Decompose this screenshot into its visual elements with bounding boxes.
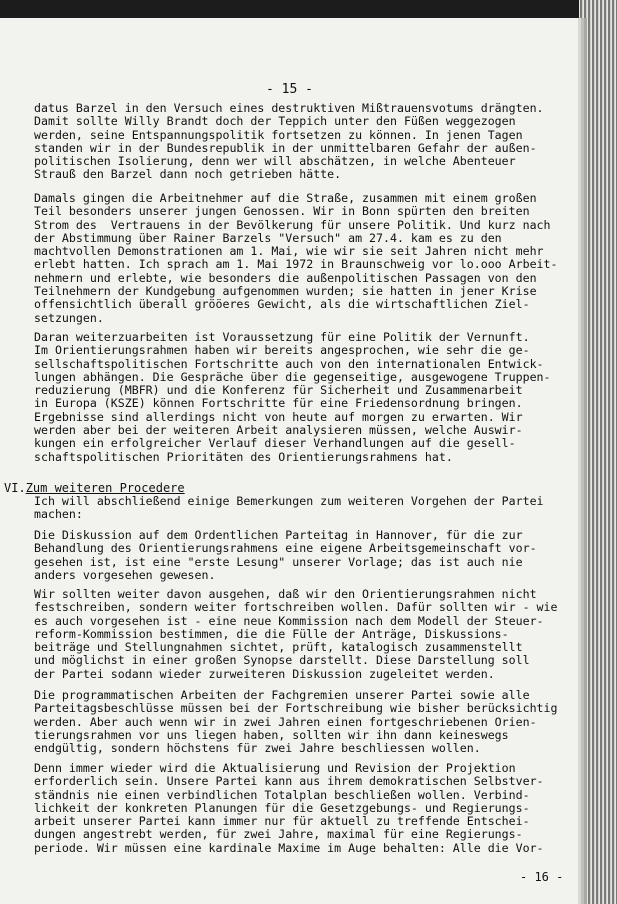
next-page-indicator: - 16 -: [520, 870, 564, 884]
section-heading-title: Zum weiteren Procedere: [25, 481, 185, 495]
paragraph-1: datus Barzel in den Versuch eines destruktiven Mißtrauensvotums drängten. Damit sollte Willy Brandt doch der Teppich unter den Füßen weggezogen werden, seine Entspannungspolitik fortsetzen zu können. In jenen Tagen standen wir in der Bundesrepublik in der unmittelbaren Gefahr der außen- politischen Isolierung, denn wer will abschätzen, in welche Abenteuer Strauß den Barzel dann noch getrieben hätte.: [34, 101, 544, 182]
stacked-page-edges: [579, 0, 617, 904]
paragraph-2: Damals gingen die Arbeitnehmer auf die Straße, zusammen mit einem großen Teil besonders unserer jungen Genossen. Wir in Bonn spürten den breiten Strom des Vertrauens in der Bevölkerung für unsere Politik. Und kurz nach der Abstimmung über Rainer Barzels "Versuch" am 27.4. kam es zu den machtvollen Demonstrationen am 1. Mai, wie wir sie seit Jahren nicht mehr erlebt hatten. Ich sprach am 1. Mai 1972 in Braunschweig vor lo.ooo Arbeit- nehmern und erlebte, wie besonders die außenpolitischen Passagen von den Teilnehmern der Kundgebung aufgenommen wurden; sie hatten in jener Krise offensichtlich überall grööeres Gewicht, als die wirtschaftlichen Ziel- setzungen.: [34, 191, 558, 325]
paragraph-8: Denn immer wieder wird die Aktualisierung und Revision der Projektion erforderlich sein. Unsere Partei kann aus ihrem demokratischen Selbstver- ständnis nie einen verbindlichen Totalplan beschließen wollen. Verbind- lichkeit der konkreten Planungen für die Gesetzgebungs- und Regierungs- arbeit unserer Partei kann immer nur für aktuell zu treffende Entschei- dungen angestrebt werden, für zwei Jahre, maximal für eine Regierungs- periode. Wir müssen eine kardinale Maxime im Auge behalten: Alle die Vor-: [34, 761, 544, 855]
paragraph-6: Wir sollten weiter davon ausgehen, daß wir den Orientierungsrahmen nicht festschreiben, sondern weiter fortschreiben wollen. Dafür sollten wir - wie es auch vorgesehen ist - eine neue Kommission nach dem Modell der Steuer- reform-Kommission bestimmen, die die Fülle der Anträge, Diskussions- beiträge und Stellungnahmen sichtet, prüft, katalogisch zusammenstellt und möglichst in einer großen Synopse darstellt. Diese Darstellung soll der Partei sodann wieder zurweiteren Diskussion zugeleitet werden.: [34, 587, 558, 681]
page-number: - 15 -: [266, 82, 313, 97]
paragraph-7: Die programmatischen Arbeiten der Fachgremien unserer Partei sowie alle Parteitagsbeschlüsse müssen bei der Fortschreibung wie bisher berücksichtig werden. Aber auch wenn wir in zwei Jahren einen fortgeschriebenen Orien- tierungsrahmen vor uns liegen haben, sollten wir ihn dann keineswegs endgültig, sondern höchstens für zwei Jahre beschliessen wollen.: [34, 688, 558, 756]
paragraph-5: Die Diskussion auf dem Ordentlichen Parteitag in Hannover, für die zur Behandlung des Orientierungsrahmens eine eigene Arbeitsgemeinschaft vor- gesehen ist, ist eine "erste Lesung" unserer Vorlage; das ist auch nie anders vorgesehen gewesen.: [34, 528, 537, 582]
document-page: [0, 18, 578, 904]
paragraph-3: Daran weiterzuarbeiten ist Voraussetzung für eine Politik der Vernunft. Im Orientierungsrahmen haben wir bereits angesprochen, wie sehr die ge- sellschaftspolitischen Fortschritte auch von den internationalen Entwick- lungen abhängen. Die Gespräche über die gegenseitige, ausgewogene Truppen- reduzierung (MBFR) und die Konferenz für Sicherheit und Zusammenarbeit in Europa (KSZE) können Fortschritte für eine Friedensordnung bringen. Ergebnisse sind allerdings nicht von heute auf morgen zu erwarten. Wir werden aber bei der weiteren Arbeit analysieren müssen, welche Auswir- kungen ein erfolgreicher Verlauf dieser Verhandlungen auf die gesell- schaftspolitischen Prioritäten des Orientierungsrahmens hat.: [34, 330, 551, 464]
section-heading: [4, 481, 185, 495]
section-heading-number: VI.: [4, 481, 26, 495]
paragraph-4: Ich will abschließend einige Bemerkungen zum weiteren Vorgehen der Partei machen:: [34, 494, 544, 522]
